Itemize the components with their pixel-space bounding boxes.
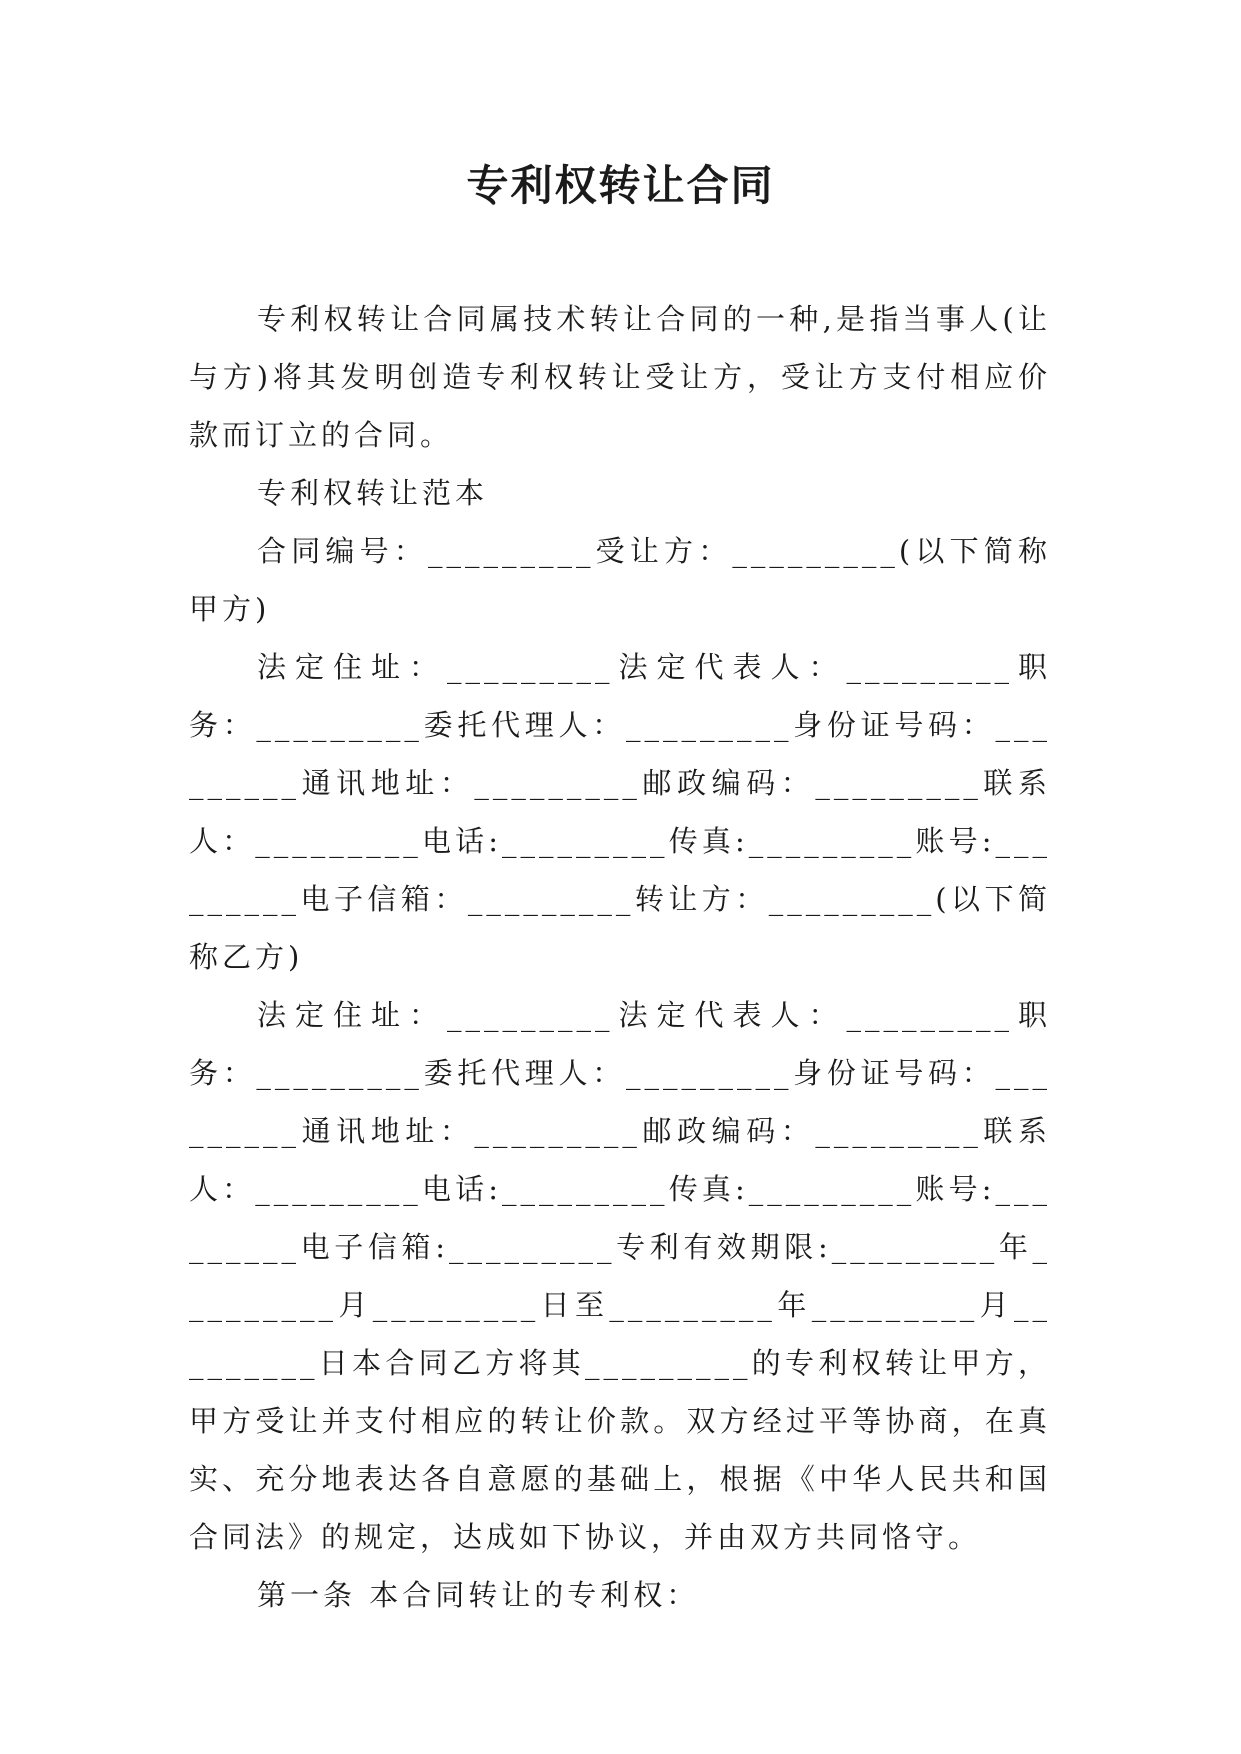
contract-number-line: 合同编号：_________受让方：_________(以下简称甲方) bbox=[189, 534, 1051, 626]
template-heading: 专利权转让范本 bbox=[257, 476, 489, 510]
party-b-info: 法定住址：_________法定代表人：_________职务：_________委托代理人：_________身份证号码：_________通讯地址：_________邮政编码：_________联系人：_________电话:_________传真:_________账号:_________电子信箱:_________专利有效期限:_________年_________月_________日至_________年_________月_________日本合同乙方将其_________的专利权转让甲方，甲方受让并支付相应的转让价款。双方经过平等协商，在真实、充分地表达各自意愿的基础上，根据《中华人民共和国合同法》的规定，达成如下协议，并由双方共同恪守。 bbox=[189, 998, 1051, 1554]
document-body bbox=[189, 290, 1051, 1624]
intro-paragraph: 专利权转让合同属技术转让合同的一种,是指当事人(让与方)将其发明创造专利权转让受让方，受让方支付相应价款而订立的合同。 bbox=[189, 302, 1051, 452]
article-one-heading: 第一条 本合同转让的专利权： bbox=[257, 1578, 700, 1612]
document-title: 专利权转让合同 bbox=[466, 161, 775, 210]
party-a-info: 法定住址：_________法定代表人：_________职务：_________委托代理人：_________身份证号码：_________通讯地址：_________邮政编码：_________联系人：_________电话:_________传真:_________账号:_________电子信箱：_________转让方：_________(以下简称乙方) bbox=[189, 650, 1051, 974]
